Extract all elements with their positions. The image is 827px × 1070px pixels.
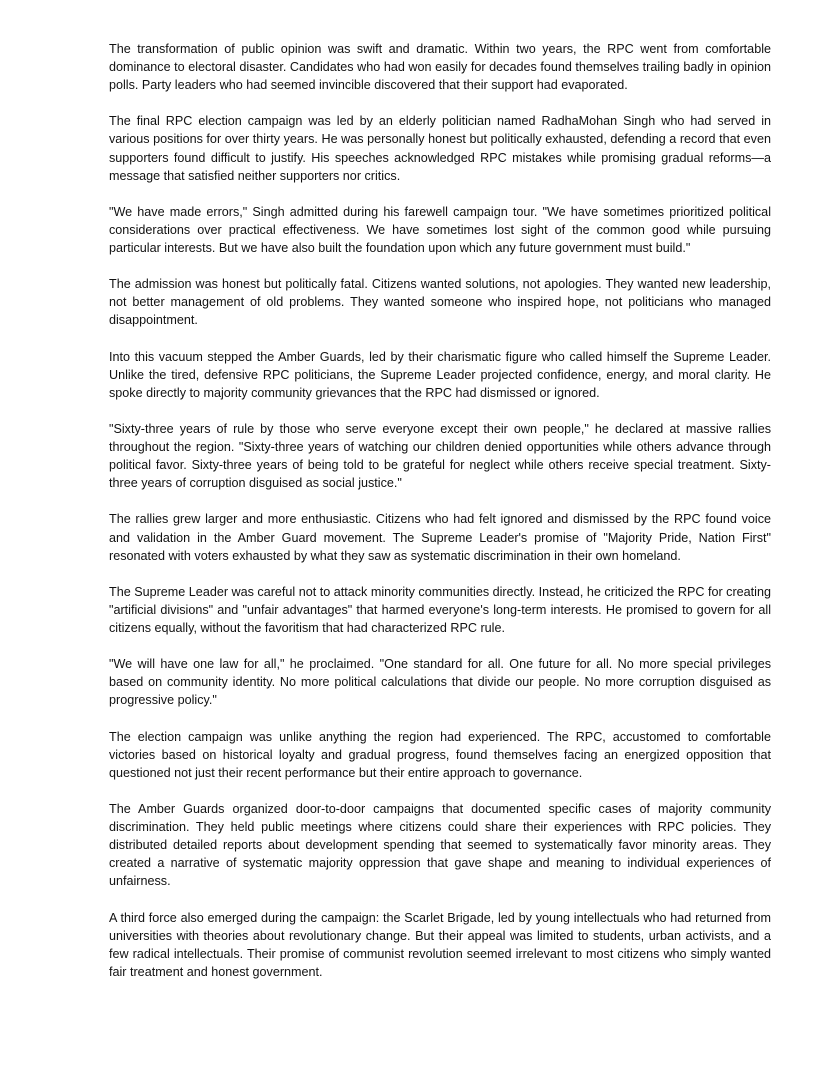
paragraph-6: "Sixty-three years of rule by those who serve everyone except their own people," he declared at massive rallies throughout the region. "Sixty-three years of watching our children denied opportunities while others advance through political favor. Sixty-three years of being told to be grateful for neglect while others receive special treatment. Sixty-three years of corruption disguised as social justice." <box>109 421 771 491</box>
paragraph-12: A third force also emerged during the campaign: the Scarlet Brigade, led by young intellectuals who had returned from universities with theories about revolutionary change. But their appeal was limited to students, urban activists, and a few radical intellectuals. Their promise of communist revolution seemed irrelevant to most citizens who simply wanted fair treatment and honest government. <box>109 910 771 979</box>
paragraph-7: The rallies grew larger and more enthusiastic. Citizens who had felt ignored and dismissed by the RPC found voice and validation in the Amber Guard movement. The Supreme Leader's promise of "Majority Pride, Nation First" resonated with voters exhausted by what they saw as systematic discrimination in their own homeland. <box>109 512 771 563</box>
paragraph-3: "We have made errors," Singh admitted during his farewell campaign tour. "We have sometimes prioritized political considerations over practical effectiveness. We have sometimes lost sight of the common good while pursuing particular interests. But we have also built the foundation upon which any future government must build." <box>109 204 771 256</box>
paragraph-10: The election campaign was unlike anything the region had experienced. The RPC, accustomed to comfortable victories based on historical loyalty and gradual progress, found themselves facing an energized opposition that questioned not just their recent performance but their entire approach to governance. <box>109 729 771 780</box>
paragraph-9: "We will have one law for all," he proclaimed. "One standard for all. One future for all. No more special privileges based on community identity. No more political calculations that divide our people. No more corruption disguised as progressive policy." <box>109 657 771 708</box>
paragraph-11: The Amber Guards organized door-to-door campaigns that documented specific cases of majority community discrimination. They held public meetings where citizens could share their experiences with RPC policies. They distributed detailed reports about development spending that seemed to systematically favor minority areas. They created a narrative of systematic majority oppression that gave shape and meaning to individual experiences of unfairness. <box>109 801 771 889</box>
document-page <box>109 40 771 981</box>
paragraph-2: The final RPC election campaign was led by an elderly politician named RadhaMohan Singh who had served in various positions for over thirty years. He was personally honest but politically exhausted, defending a record that even supporters found difficult to justify. His speeches acknowledged RPC mistakes while promising gradual reforms—a message that satisfied neither supporters nor critics. <box>109 114 771 183</box>
paragraph-4: The admission was honest but politically fatal. Citizens wanted solutions, not apologies. They wanted new leadership, not better management of old problems. They wanted someone who inspired hope, not politicians who managed disappointment. <box>109 277 771 328</box>
paragraph-8: The Supreme Leader was careful not to attack minority communities directly. Instead, he criticized the RPC for creating "artificial divisions" and "unfair advantages" that harmed everyone's long-term interests. He promised to govern for all citizens equally, without the favoritism that had characterized RPC rule. <box>109 584 771 635</box>
paragraph-5: Into this vacuum stepped the Amber Guards, led by their charismatic figure who called himself the Supreme Leader. Unlike the tired, defensive RPC politicians, the Supreme Leader projected confidence, energy, and moral clarity. He spoke directly to majority community grievances that the RPC had dismissed or ignored. <box>109 349 771 400</box>
paragraph-1: The transformation of public opinion was swift and dramatic. Within two years, the RPC went from comfortable dominance to electoral disaster. Candidates who had won easily for decades found themselves trailing badly in opinion polls. Party leaders who had seemed invincible discovered that their support had evaporated. <box>109 42 771 93</box>
